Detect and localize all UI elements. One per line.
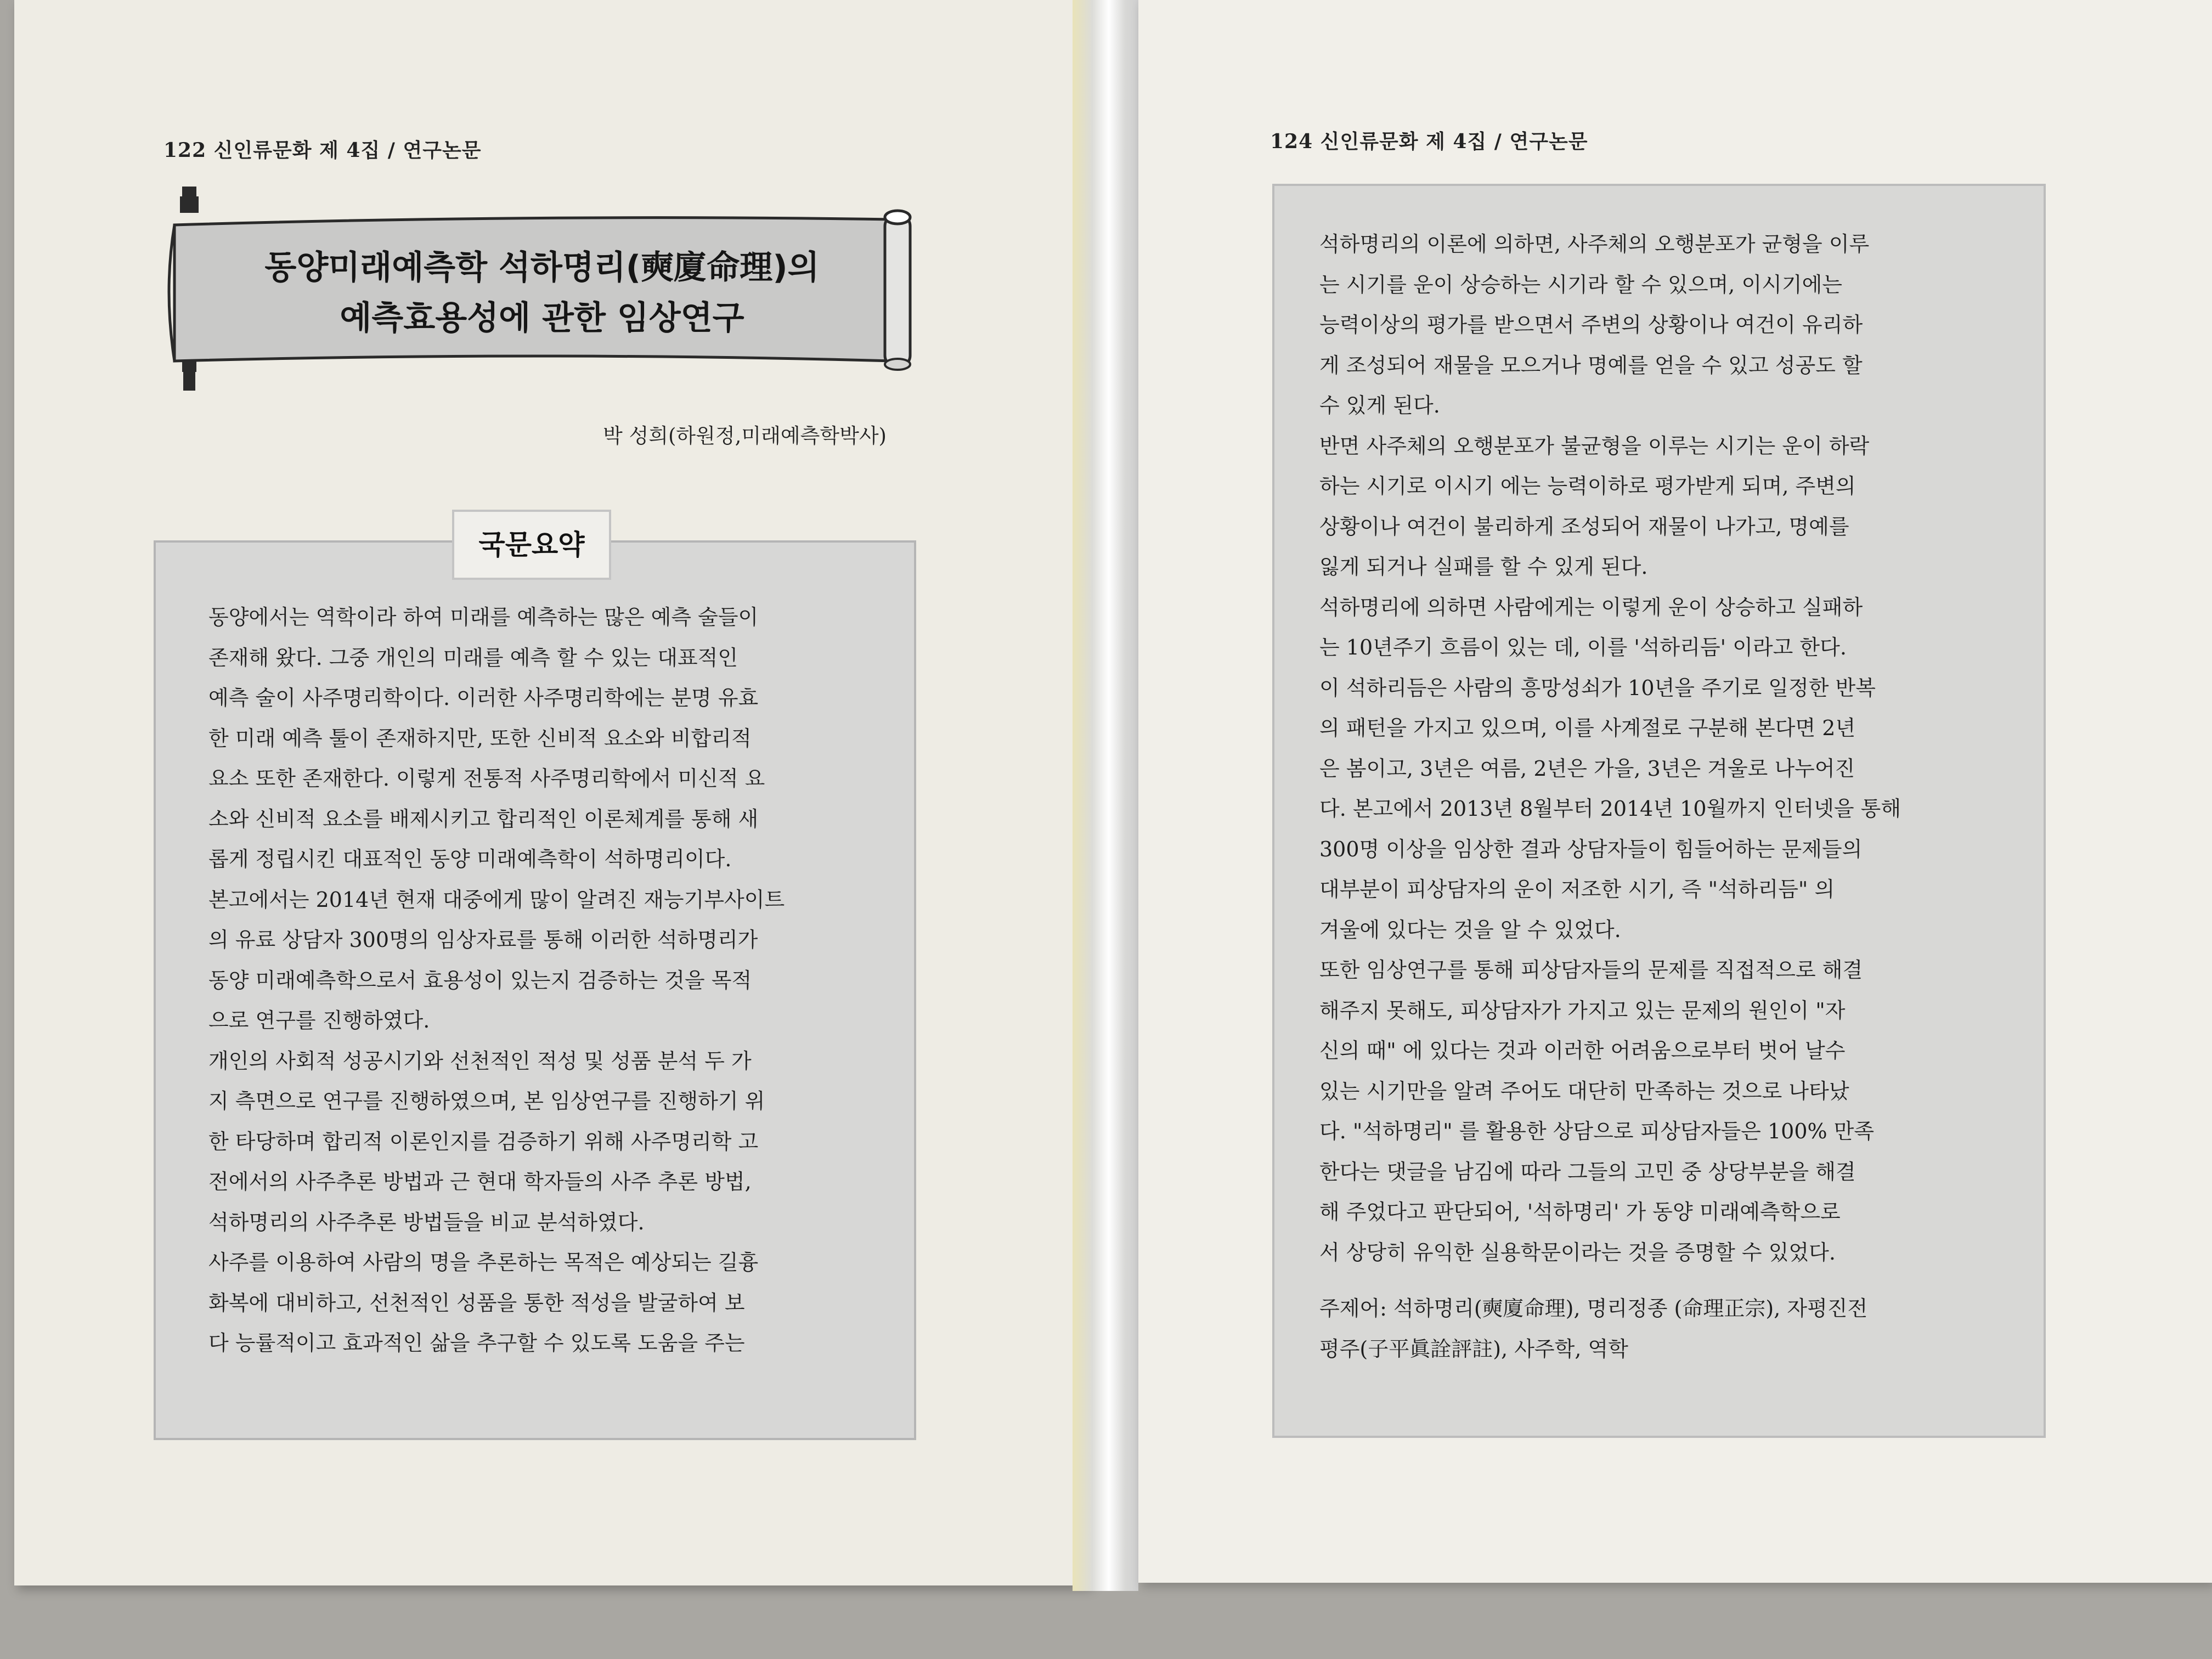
- text-line: 있는 시기만을 알려 주어도 대단히 만족하는 것으로 나타났: [1319, 1079, 1849, 1103]
- text-line: 능력이상의 평가를 받으면서 주변의 상황이나 여건이 유리하: [1319, 313, 1863, 337]
- text-line: 소와 신비적 요소를 배제시키고 합리적인 이론체계를 통해 새: [208, 806, 759, 831]
- text-line: 한 타당하며 합리적 이론인지를 검증하기 위해 사주명리학 고: [208, 1129, 759, 1154]
- text-line: 석하명리의 사주추론 방법들을 비교 분석하였다.: [208, 1210, 645, 1234]
- text-line: 상황이나 여건이 불리하게 조성되어 재물이 나가고, 명예를: [1319, 514, 1849, 539]
- text-line: 의 유료 상담자 300명의 임상자료를 통해 이러한 석하명리가: [208, 928, 758, 952]
- text-line: 주제어: 석하명리(奭廈命理), 명리정종 (命理正宗), 자평진전: [1319, 1296, 1868, 1321]
- text-line: 서 상당히 유익한 실용학문이라는 것을 증명할 수 있었다.: [1319, 1240, 1836, 1265]
- title-scroll-banner: [158, 187, 926, 395]
- text-line: 신의 때" 에 있다는 것과 이러한 어려움으로부터 벗어 날수: [1319, 1039, 1846, 1063]
- text-line: 개인의 사회적 성공시기와 선천적인 적성 및 성품 분석 두 가: [208, 1048, 752, 1073]
- abstract-box: [154, 529, 916, 1440]
- text-line: 동양 미래예측학으로서 효용성이 있는지 검증하는 것을 목적: [208, 968, 752, 992]
- text-line: 전에서의 사주추론 방법과 근 현대 학자들의 사주 추론 방법,: [208, 1170, 752, 1194]
- text-line: 잃게 되거나 실패를 할 수 있게 된다.: [1319, 555, 1648, 579]
- text-line: 동양에서는 역학이라 하여 미래를 예측하는 많은 예측 술들이: [208, 605, 759, 629]
- text-line: 해 주었다고 판단되어, '석하명리' 가 동양 미래예측학으로: [1319, 1200, 1841, 1224]
- right-page: [1138, 0, 2212, 1583]
- text-line: 해주지 못해도, 피상담자가 가지고 있는 문제의 원인이 "자: [1319, 998, 1846, 1023]
- abstract-text: [208, 597, 875, 1364]
- text-line: 지 측면으로 연구를 진행하였으며, 본 임상연구를 진행하기 위: [208, 1089, 765, 1113]
- text-line: 롭게 정립시킨 대표적인 동양 미래예측학이 석하명리이다.: [208, 847, 732, 871]
- text-line: 또한 임상연구를 통해 피상담자들의 문제를 직접적으로 해결: [1319, 958, 1863, 982]
- text-line: 화복에 대비하고, 선천적인 성품을 통한 적성을 발굴하여 보: [208, 1290, 745, 1315]
- paper-title-line-1: 동양미래예측학 석하명리(奭廈命理)의: [264, 249, 820, 287]
- text-line: 석하명리의 이론에 의하면, 사주체의 오행분포가 균형을 이루: [1319, 232, 1870, 256]
- text-line: 한다는 댓글을 남김에 따라 그들의 고민 중 상당부분을 해결: [1319, 1159, 1856, 1184]
- text-line: 수 있게 된다.: [1319, 393, 1440, 417]
- text-line: 예측 술이 사주명리학이다. 이러한 사주명리학에는 분명 유효: [208, 686, 759, 710]
- text-line: 겨울에 있다는 것을 알 수 있었다.: [1319, 917, 1621, 942]
- text-line: 300명 이상을 임상한 결과 상담자들이 힘들어하는 문제들의: [1319, 837, 1863, 861]
- text-line: 은 봄이고, 3년은 여름, 2년은 가을, 3년은 겨울로 나누어진: [1319, 756, 1855, 781]
- text-line: 다. 본고에서 2013년 8월부터 2014년 10월까지 인터넷을 통해: [1319, 797, 1901, 821]
- text-line: 요소 또한 존재한다. 이렇게 전통적 사주명리학에서 미신적 요: [208, 766, 765, 791]
- text-line: 으로 연구를 진행하였다.: [208, 1008, 430, 1032]
- text-line: 의 패턴을 가지고 있으며, 이를 사계절로 구분해 본다면 2년: [1319, 716, 1856, 740]
- text-line: 하는 시기로 이시기 에는 능력이하로 평가받게 되며, 주변의: [1319, 474, 1856, 498]
- text-line: 는 10년주기 흐름이 있는 데, 이를 '석하리듬' 이라고 한다.: [1319, 635, 1847, 659]
- text-line: 는 시기를 운이 상승하는 시기라 할 수 있으며, 이시기에는: [1319, 272, 1842, 297]
- abstract-continued-text: [1319, 224, 2000, 1273]
- text-line: 게 조성되어 재물을 모으거나 명예를 얻을 수 있고 성공도 할: [1319, 353, 1863, 377]
- left-page: [14, 0, 1090, 1585]
- scroll-icon: [158, 187, 926, 395]
- text-line: 이 석하리듬은 사람의 흥망성쇠가 10년을 주기로 일정한 반복: [1319, 675, 1876, 700]
- text-line: 사주를 이용하여 사람의 명을 추론하는 목적은 예상되는 길흉: [208, 1250, 759, 1274]
- text-line: 반면 사주체의 오행분포가 불균형을 이루는 시기는 운이 하락: [1319, 433, 1870, 458]
- text-line: 석하명리에 의하면 사람에게는 이렇게 운이 상승하고 실패하: [1319, 595, 1863, 619]
- running-head: 124 신인류문화 제 4집 / 연구논문: [1270, 130, 1588, 153]
- author-line: 박 성희(하원정,미래예측학박사): [602, 424, 887, 448]
- text-line: 다. "석하명리" 를 활용한 상담으로 피상담자들은 100% 만족: [1319, 1119, 1875, 1143]
- abstract-heading: 국문요약: [452, 510, 611, 580]
- running-head: 122 신인류문화 제 4집 / 연구논문: [163, 139, 482, 162]
- abstract-continued-box: [1272, 184, 2046, 1438]
- keywords: [1319, 1289, 2011, 1369]
- text-line: 존재해 왔다. 그중 개인의 미래를 예측 할 수 있는 대표적인: [208, 645, 738, 670]
- text-line: 대부분이 피상담자의 운이 저조한 시기, 즉 "석하리듬" 의: [1319, 877, 1835, 901]
- text-line: 한 미래 예측 툴이 존재하지만, 또한 신비적 요소와 비합리적: [208, 726, 752, 751]
- book-gutter: [1073, 0, 1138, 1591]
- paper-title-line-2: 예측효용성에 관한 임상연구: [340, 299, 744, 337]
- text-line: 본고에서는 2014년 현재 대중에게 많이 알려진 재능기부사이트: [208, 887, 785, 912]
- text-line: 다 능률적이고 효과적인 삶을 추구할 수 있도록 도움을 주는: [208, 1331, 745, 1355]
- text-line: 평주(子平眞詮評註), 사주학, 역학: [1319, 1336, 1628, 1361]
